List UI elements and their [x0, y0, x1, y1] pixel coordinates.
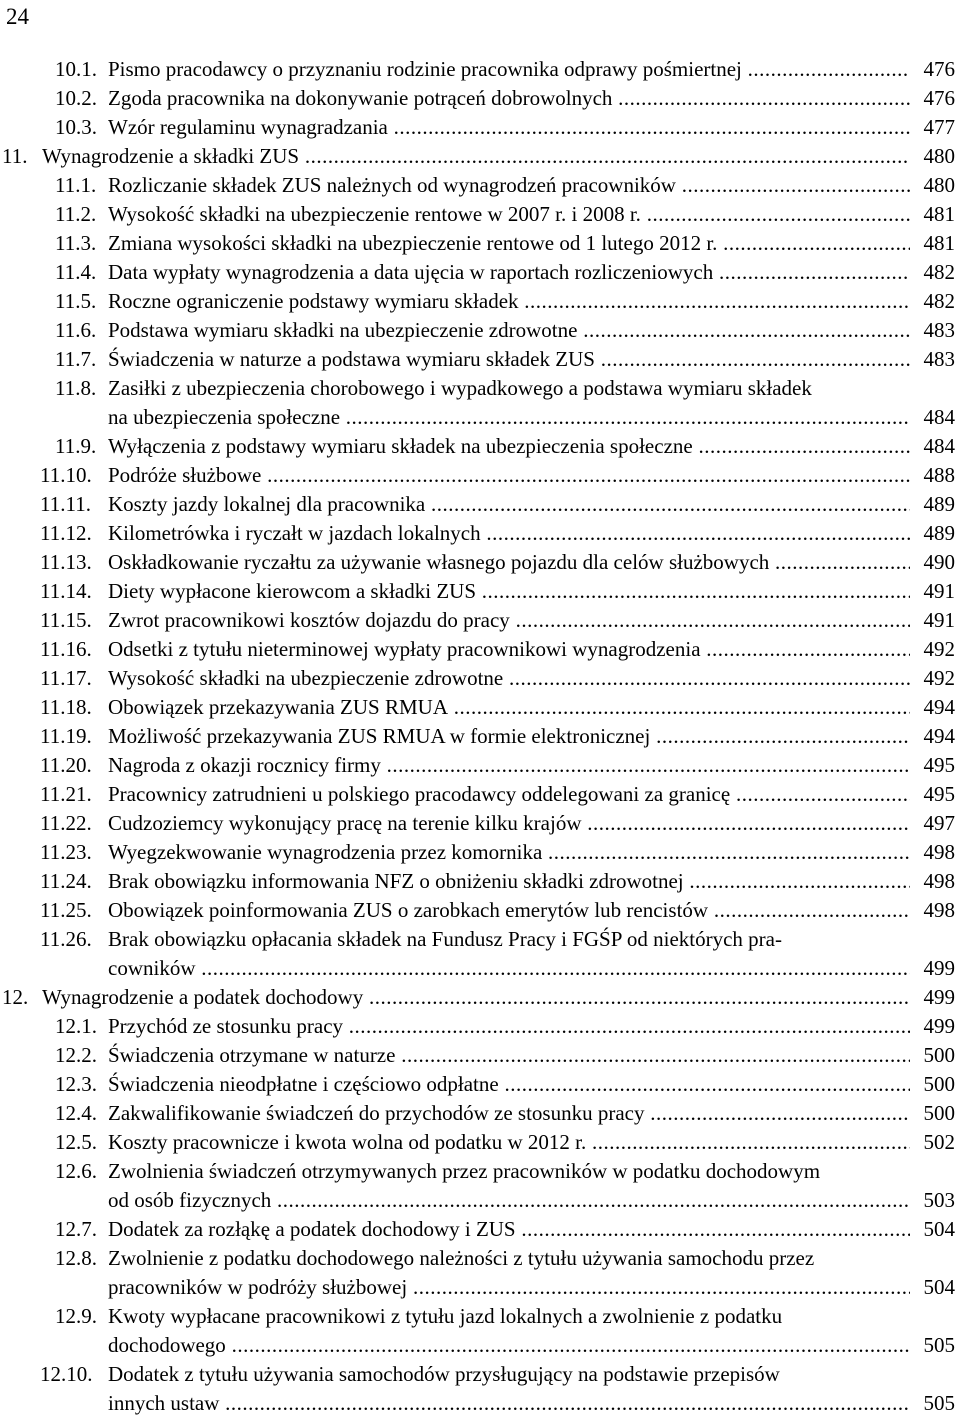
toc-entry-page: 482: [923, 260, 955, 284]
toc-entry-title: Wysokość składki na ubezpieczenie rentowe w 2007 r. i 2008 r. .....: [108, 200, 910, 229]
toc-entry-number: 10.3.: [55, 115, 97, 139]
toc-entry-line: [0, 809, 960, 838]
toc-entry-page: 494: [923, 695, 955, 719]
toc-entry-page: 484: [923, 434, 955, 458]
toc-entry[interactable]: [0, 838, 960, 867]
toc-entry-page: 500: [923, 1072, 955, 1096]
toc-entry[interactable]: [0, 1070, 960, 1099]
toc-entry-number: 10.2.: [55, 86, 97, 110]
toc-entry-number: 11.17.: [40, 666, 92, 690]
toc-entry-title: Nagroda z okazji rocznicy firmy .....: [108, 751, 910, 780]
toc-entry-title: Zakwalifikowanie świadczeń do przychodów ze stosunku pracy .....: [108, 1099, 910, 1128]
toc-entry-title: Zwrot pracownikowi kosztów dojazdu do pracy .....: [108, 606, 910, 635]
toc-entry[interactable]: [0, 1041, 960, 1070]
toc-entry-title: Zgoda pracownika na dokonywanie potrąceń dobrowolnych .....: [108, 84, 910, 113]
toc-entry-line: [0, 635, 960, 664]
toc-entry-number: 11.21.: [40, 782, 92, 806]
toc-entry[interactable]: [0, 1157, 960, 1215]
toc-entry-line: [0, 142, 960, 171]
toc-entry-page: 504: [923, 1275, 955, 1299]
toc-entry-line: [0, 1302, 960, 1331]
toc-entry-page: 480: [923, 173, 955, 197]
toc-entry-title: dochodowego .....: [108, 1331, 910, 1360]
toc-entry-page: 483: [923, 347, 955, 371]
toc-entry[interactable]: [0, 84, 960, 113]
toc-entry-line: [0, 722, 960, 751]
toc-entry-page: 498: [923, 840, 955, 864]
toc-entry-line: [0, 1186, 960, 1215]
toc-entry-title: Podróże służbowe .....: [108, 461, 910, 490]
toc-entry-line: [0, 403, 960, 432]
toc-entry-page: 498: [923, 898, 955, 922]
toc-entry-line: [0, 432, 960, 461]
toc-entry[interactable]: [0, 519, 960, 548]
toc-entry-line: [0, 1389, 960, 1418]
toc-entry-line: [0, 693, 960, 722]
toc-entry-number: 11.25.: [40, 898, 92, 922]
toc-entry-title: Wynagrodzenie a podatek dochodowy .....: [42, 983, 910, 1012]
toc-entry-number: 11.7.: [55, 347, 97, 371]
toc-entry-number: 12.9.: [55, 1304, 97, 1328]
toc-entry-number: 11.22.: [40, 811, 92, 835]
page-number: 24: [6, 4, 29, 29]
toc-entry-page: 499: [923, 985, 955, 1009]
toc-entry[interactable]: [0, 55, 960, 84]
toc-entry-title: Data wypłaty wynagrodzenia a data ujęcia w raportach rozliczeniowych .....: [108, 258, 910, 287]
toc-entry-line: [0, 1215, 960, 1244]
toc-entry[interactable]: [0, 1302, 960, 1360]
toc-entry-number: 12.10.: [40, 1362, 93, 1386]
toc-entry-page: 480: [923, 144, 955, 168]
toc-entry-title: Odsetki z tytułu nieterminowej wypłaty pracownikowi wynagrodzenia .....: [108, 635, 910, 664]
toc-entry-line: [0, 1331, 960, 1360]
toc-entry-number: 11.11.: [40, 492, 91, 516]
toc-entry-line: [0, 1273, 960, 1302]
toc-entry[interactable]: [0, 1244, 960, 1302]
toc-entry-title: Pracownicy zatrudnieni u polskiego pracodawcy oddelegowani za granicę .....: [108, 780, 910, 809]
toc-entry-title: Brak obowiązku informowania NFZ o obniżeniu składki zdrowotnej .....: [108, 867, 910, 896]
toc-entry-number: 12.5.: [55, 1130, 97, 1154]
toc-entry[interactable]: [0, 345, 960, 374]
toc-entry-line: [0, 896, 960, 925]
toc-entry-page: 500: [923, 1101, 955, 1125]
toc-entry[interactable]: [0, 142, 960, 171]
toc-entry-page: 494: [923, 724, 955, 748]
toc-entry-line: [0, 548, 960, 577]
toc-entry-number: 11.: [2, 144, 28, 168]
toc-entry-number: 12.6.: [55, 1159, 97, 1183]
toc-entry-title: cowników .....: [108, 954, 910, 983]
toc-entry-line: [0, 983, 960, 1012]
toc-entry-number: 11.16.: [40, 637, 92, 661]
toc-entry-line: [0, 1041, 960, 1070]
toc-entry-title: Cudzoziemcy wykonujący pracę na terenie kilku krajów .....: [108, 809, 910, 838]
toc-entry-line: [0, 925, 960, 954]
toc-entry-page: 495: [923, 782, 955, 806]
toc-entry-page: 488: [923, 463, 955, 487]
toc-entry-title: pracowników w podróży służbowej .....: [108, 1273, 910, 1302]
toc-entry-title: Roczne ograniczenie podstawy wymiaru składek .....: [108, 287, 910, 316]
toc-entry-page: 502: [923, 1130, 955, 1154]
toc-entry-number: 11.3.: [55, 231, 97, 255]
toc-entry-number: 11.15.: [40, 608, 92, 632]
toc-entry-title: Brak obowiązku opłacania składek na Fundusz Pracy i FGŚP od niektórych pra-: [108, 927, 782, 951]
toc-entry-number: 11.5.: [55, 289, 97, 313]
toc-entry-line: [0, 1070, 960, 1099]
toc-entry[interactable]: [0, 809, 960, 838]
toc-entry-title: Rozliczanie składek ZUS należnych od wynagrodzeń pracowników .....: [108, 171, 910, 200]
toc-entry-line: [0, 867, 960, 896]
toc-entry[interactable]: [0, 1215, 960, 1244]
toc-entry-number: 11.1.: [55, 173, 97, 197]
toc-entry-title: Świadczenia otrzymane w naturze .....: [108, 1041, 910, 1070]
toc-entry-number: 11.20.: [40, 753, 92, 777]
table-of-contents: [0, 55, 960, 1418]
toc-entry[interactable]: [0, 867, 960, 896]
toc-entry-line: [0, 751, 960, 780]
toc-entry-number: 11.24.: [40, 869, 92, 893]
toc-entry-title: innych ustaw .....: [108, 1389, 910, 1418]
toc-entry-line: [0, 838, 960, 867]
toc-entry[interactable]: [0, 316, 960, 345]
toc-entry-line: [0, 55, 960, 84]
toc-entry[interactable]: [0, 925, 960, 983]
toc-entry-page: 481: [923, 202, 955, 226]
toc-entry-page: 492: [923, 637, 955, 661]
toc-entry-page: 489: [923, 492, 955, 516]
toc-entry-number: 11.4.: [55, 260, 97, 284]
toc-entry-number: 11.10.: [40, 463, 92, 487]
toc-entry-number: 11.19.: [40, 724, 92, 748]
toc-entry-title: Diety wypłacone kierowcom a składki ZUS .....: [108, 577, 910, 606]
toc-entry-number: 11.8.: [55, 376, 97, 400]
toc-entry-title: od osób fizycznych .....: [108, 1186, 910, 1215]
toc-entry-page: 481: [923, 231, 955, 255]
toc-entry[interactable]: [0, 461, 960, 490]
toc-entry-page: 499: [923, 956, 955, 980]
toc-entry-number: 11.13.: [40, 550, 92, 574]
toc-entry-number: 12.8.: [55, 1246, 97, 1270]
toc-entry-page: 489: [923, 521, 955, 545]
toc-entry-page: 490: [923, 550, 955, 574]
toc-entry-number: 11.18.: [40, 695, 92, 719]
toc-entry[interactable]: [0, 200, 960, 229]
toc-entry-page: 476: [923, 57, 955, 81]
toc-entry-line: [0, 345, 960, 374]
toc-entry[interactable]: [0, 287, 960, 316]
toc-entry-page: 505: [923, 1333, 955, 1357]
toc-entry-line: [0, 780, 960, 809]
toc-entry-line: [0, 287, 960, 316]
toc-entry-number: 11.6.: [55, 318, 97, 342]
toc-entry-page: 500: [923, 1043, 955, 1067]
toc-entry-line: [0, 84, 960, 113]
toc-entry-title: Wysokość składki na ubezpieczenie zdrowotne .....: [108, 664, 910, 693]
toc-entry-title: na ubezpieczenia społeczne .....: [108, 403, 910, 432]
toc-entry[interactable]: [0, 229, 960, 258]
toc-entry[interactable]: [0, 635, 960, 664]
toc-entry-page: 491: [923, 608, 955, 632]
toc-entry-page: 492: [923, 666, 955, 690]
toc-entry-title: Wyłączenia z podstawy wymiaru składek na ubezpieczenia społeczne .....: [108, 432, 910, 461]
toc-entry-number: 12.: [2, 985, 29, 1009]
toc-entry-page: 484: [923, 405, 955, 429]
toc-entry-page: 495: [923, 753, 955, 777]
toc-entry-line: [0, 258, 960, 287]
toc-entry-title: Kwoty wypłacane pracownikowi z tytułu jazd lokalnych a zwolnienie z podatku: [108, 1304, 783, 1328]
toc-entry-title: Koszty jazdy lokalnej dla pracownika .....: [108, 490, 910, 519]
toc-entry-page: 491: [923, 579, 955, 603]
toc-entry[interactable]: [0, 374, 960, 432]
toc-entry-title: Wynagrodzenie a składki ZUS .....: [42, 142, 910, 171]
toc-entry-line: [0, 606, 960, 635]
toc-entry-line: [0, 1244, 960, 1273]
toc-entry-line: [0, 1360, 960, 1389]
toc-entry[interactable]: [0, 1360, 960, 1418]
toc-entry-number: 10.1.: [55, 57, 97, 81]
toc-entry-page: 505: [923, 1391, 955, 1415]
toc-entry-number: 12.7.: [55, 1217, 97, 1241]
toc-entry-title: Podstawa wymiaru składki na ubezpieczenie zdrowotne .....: [108, 316, 910, 345]
toc-entry-number: 11.14.: [40, 579, 92, 603]
toc-entry-title: Zasiłki z ubezpieczenia chorobowego i wypadkowego a podstawa wymiaru składek: [108, 376, 812, 400]
toc-entry-number: 11.2.: [55, 202, 97, 226]
toc-entry[interactable]: [0, 171, 960, 200]
toc-entry-number: 12.2.: [55, 1043, 97, 1067]
toc-entry-title: Dodatek za rozłąkę a podatek dochodowy i ZUS .....: [108, 1215, 910, 1244]
toc-entry-page: 499: [923, 1014, 955, 1038]
toc-entry-page: 476: [923, 86, 955, 110]
toc-entry[interactable]: [0, 1128, 960, 1157]
toc-entry-title: Zmiana wysokości składki na ubezpieczenie rentowe od 1 lutego 2012 r. .....: [108, 229, 910, 258]
toc-entry-page: 482: [923, 289, 955, 313]
toc-entry-line: [0, 519, 960, 548]
toc-entry-line: [0, 1157, 960, 1186]
toc-entry-page: 503: [923, 1188, 955, 1212]
toc-entry-title: Obowiązek przekazywania ZUS RMUA .....: [108, 693, 910, 722]
toc-entry[interactable]: [0, 722, 960, 751]
toc-entry[interactable]: [0, 113, 960, 142]
toc-entry[interactable]: [0, 577, 960, 606]
toc-entry[interactable]: [0, 1099, 960, 1128]
toc-entry[interactable]: [0, 780, 960, 809]
toc-entry-title: Świadczenia nieodpłatne i częściowo odpłatne .....: [108, 1070, 910, 1099]
toc-entry-title: Świadczenia w naturze a podstawa wymiaru składek ZUS .....: [108, 345, 910, 374]
toc-entry[interactable]: [0, 983, 960, 1012]
toc-entry[interactable]: [0, 751, 960, 780]
toc-entry-number: 11.23.: [40, 840, 92, 864]
toc-entry-title: Zwolnienie z podatku dochodowego należności z tytułu używania samochodu przez: [108, 1246, 815, 1270]
toc-entry-title: Wzór regulaminu wynagradzania .....: [108, 113, 910, 142]
toc-entry-line: [0, 954, 960, 983]
toc-entry-line: [0, 461, 960, 490]
toc-entry-line: [0, 664, 960, 693]
toc-entry-page: 497: [923, 811, 955, 835]
toc-entry-page: 504: [923, 1217, 955, 1241]
toc-entry[interactable]: [0, 258, 960, 287]
toc-entry[interactable]: [0, 896, 960, 925]
toc-entry-title: Pismo pracodawcy o przyznaniu rodzinie pracownika odprawy pośmiertnej .....: [108, 55, 910, 84]
toc-entry-line: [0, 113, 960, 142]
toc-entry-line: [0, 490, 960, 519]
toc-entry-page: 498: [923, 869, 955, 893]
toc-entry-title: Wyegzekwowanie wynagrodzenia przez komornika .....: [108, 838, 910, 867]
toc-entry[interactable]: [0, 664, 960, 693]
toc-entry-line: [0, 229, 960, 258]
toc-entry-line: [0, 1012, 960, 1041]
toc-entry-line: [0, 171, 960, 200]
toc-entry[interactable]: [0, 1012, 960, 1041]
toc-entry-number: 12.3.: [55, 1072, 97, 1096]
toc-entry-title: Przychód ze stosunku pracy .....: [108, 1012, 910, 1041]
toc-entry-title: Zwolnienia świadczeń otrzymywanych przez pracowników w podatku dochodowym: [108, 1159, 821, 1183]
toc-entry-title: Możliwość przekazywania ZUS RMUA w formie elektronicznej .....: [108, 722, 910, 751]
toc-entry-line: [0, 1128, 960, 1157]
toc-entry-title: Kilometrówka i ryczałt w jazdach lokalnych .....: [108, 519, 910, 548]
toc-entry-number: 12.1.: [55, 1014, 97, 1038]
toc-entry-title: Koszty pracownicze i kwota wolna od podatku w 2012 r. .....: [108, 1128, 910, 1157]
toc-entry-number: 11.12.: [40, 521, 92, 545]
toc-entry[interactable]: [0, 693, 960, 722]
toc-entry-line: [0, 374, 960, 403]
toc-entry-page: 483: [923, 318, 955, 342]
toc-entry-page: 477: [923, 115, 955, 139]
toc-entry[interactable]: [0, 490, 960, 519]
toc-entry-number: 11.26.: [40, 927, 92, 951]
toc-entry-title: Obowiązek poinformowania ZUS o zarobkach emerytów lub rencistów .....: [108, 896, 910, 925]
toc-entry-number: 11.9.: [55, 434, 97, 458]
toc-entry-title: Dodatek z tytułu używania samochodów przysługujący na podstawie przepisów: [108, 1362, 780, 1386]
toc-entry-line: [0, 200, 960, 229]
toc-entry[interactable]: [0, 432, 960, 461]
toc-entry-number: 12.4.: [55, 1101, 97, 1125]
toc-entry-title: Oskładkowanie ryczałtu za używanie własnego pojazdu dla celów służbowych .....: [108, 548, 910, 577]
toc-entry-line: [0, 1099, 960, 1128]
toc-entry-line: [0, 577, 960, 606]
toc-entry[interactable]: [0, 548, 960, 577]
toc-entry[interactable]: [0, 606, 960, 635]
toc-entry-line: [0, 316, 960, 345]
